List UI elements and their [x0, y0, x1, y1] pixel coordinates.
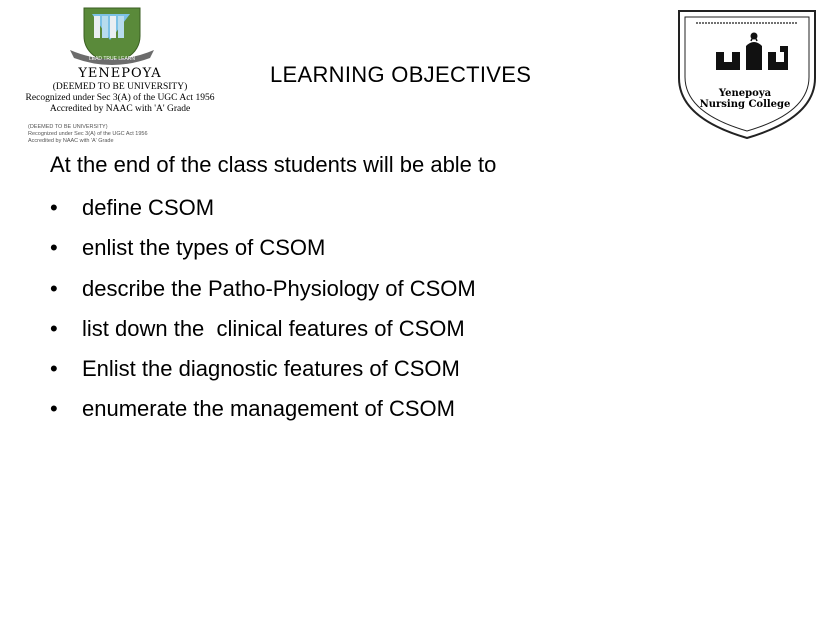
- bullet: •: [50, 396, 58, 422]
- university-crest-icon: [62, 6, 162, 68]
- intro-text: At the end of the class students will be able to: [50, 152, 497, 177]
- university-name: YENEPOYA: [78, 66, 162, 81]
- university-accreditation: Accredited by NAAC with 'A' Grade: [49, 104, 191, 114]
- objective-text: define CSOM: [82, 195, 215, 220]
- objective-text: enlist the types of CSOM: [82, 235, 326, 261]
- list-item: [50, 195, 215, 235]
- nursing-college-name-line-1: Yenepoya: [718, 88, 772, 99]
- university-accreditation-small: Accredited by NAAC with 'A' Grade: [28, 138, 114, 144]
- university-logo: [10, 0, 230, 150]
- list-item: [50, 315, 465, 356]
- bullet: •: [50, 315, 58, 341]
- objective-text: enumerate the management of CSOM: [82, 396, 455, 422]
- bullet: •: [50, 275, 58, 301]
- nursing-college-shield-icon: [676, 8, 821, 143]
- university-status-small: (DEEMED TO BE UNIVERSITY): [28, 124, 108, 130]
- nursing-college-name-line-2: Nursing College: [699, 99, 791, 110]
- list-item: [50, 275, 476, 316]
- objective-text: describe the Patho-Physiology of CSOM: [82, 275, 476, 301]
- nursing-college-logo: [676, 8, 821, 143]
- list-item: [50, 235, 326, 275]
- objectives-list: [50, 195, 476, 437]
- bullet: •: [50, 195, 58, 220]
- bullet: •: [50, 356, 58, 382]
- university-recognition: Recognized under Sec 3(A) of the UGC Act 1956: [25, 93, 215, 103]
- slide-title: LEARNING OBJECTIVES: [270, 62, 532, 87]
- list-item: [50, 396, 455, 436]
- university-recognition-small: Recognized under Sec 3(A) of the UGC Act 1956: [28, 131, 148, 137]
- university-motto: LEAD TRUE LEARN: [88, 56, 136, 62]
- university-status: (DEEMED TO BE UNIVERSITY): [52, 82, 188, 92]
- objective-text: list down the clinical features of CSOM: [82, 315, 465, 341]
- bullet: •: [50, 235, 58, 261]
- objective-text: Enlist the diagnostic features of CSOM: [82, 356, 460, 382]
- list-item: [50, 356, 460, 396]
